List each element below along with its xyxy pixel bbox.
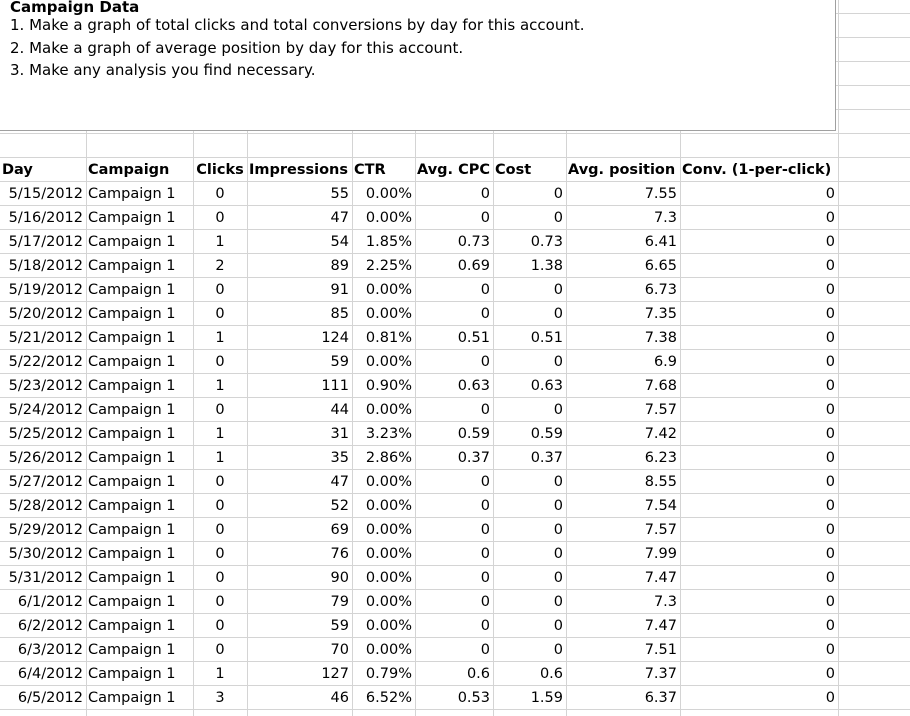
cell-conversions[interactable]: 0 bbox=[825, 546, 835, 562]
cell-avg-position[interactable]: 7.3 bbox=[653, 210, 677, 226]
header-day[interactable]: Day bbox=[2, 162, 33, 178]
cell-conversions[interactable]: 0 bbox=[825, 378, 835, 394]
cell-campaign[interactable]: Campaign 1 bbox=[88, 450, 176, 466]
cell-ctr[interactable]: 2.25% bbox=[365, 258, 412, 274]
cell-conversions[interactable]: 0 bbox=[825, 330, 835, 346]
cell-campaign[interactable]: Campaign 1 bbox=[88, 402, 176, 418]
cell-cost[interactable]: 0 bbox=[553, 474, 563, 490]
cell-impressions[interactable]: 59 bbox=[330, 354, 349, 370]
cell-impressions[interactable]: 55 bbox=[330, 186, 349, 202]
cell-impressions[interactable]: 124 bbox=[321, 330, 349, 346]
cell-cost[interactable]: 0.59 bbox=[530, 426, 563, 442]
cell-conversions[interactable]: 0 bbox=[825, 426, 835, 442]
cell-ctr[interactable]: 0.00% bbox=[365, 522, 412, 538]
cell-impressions[interactable]: 52 bbox=[330, 498, 349, 514]
cell-avg-position[interactable]: 7.47 bbox=[644, 618, 677, 634]
cell-impressions[interactable]: 70 bbox=[330, 642, 349, 658]
cell-day[interactable]: 6/5/2012 bbox=[17, 690, 83, 706]
textbox-title: Campaign Data bbox=[10, 0, 140, 16]
cell-conversions[interactable]: 0 bbox=[825, 282, 835, 298]
cell-avg-cpc[interactable]: 0.37 bbox=[457, 450, 490, 466]
cell-avg-position[interactable]: 7.54 bbox=[644, 498, 677, 514]
cell-day[interactable]: 6/4/2012 bbox=[17, 666, 83, 682]
cell-cost[interactable]: 0 bbox=[553, 282, 563, 298]
cell-cost[interactable]: 0 bbox=[553, 186, 563, 202]
cell-conversions[interactable]: 0 bbox=[825, 690, 835, 706]
cell-avg-cpc[interactable]: 0 bbox=[480, 474, 490, 490]
cell-day[interactable]: 5/17/2012 bbox=[8, 234, 83, 250]
cell-avg-cpc[interactable]: 0 bbox=[480, 522, 490, 538]
cell-avg-cpc[interactable]: 0.53 bbox=[457, 690, 490, 706]
cell-cost[interactable]: 0 bbox=[553, 618, 563, 634]
cell-avg-position[interactable]: 7.35 bbox=[644, 306, 677, 322]
cell-conversions[interactable]: 0 bbox=[825, 570, 835, 586]
cell-day[interactable]: 5/23/2012 bbox=[8, 378, 83, 394]
cell-impressions[interactable]: 79 bbox=[330, 594, 349, 610]
cell-cost[interactable]: 1.59 bbox=[530, 690, 563, 706]
cell-avg-position[interactable]: 6.37 bbox=[644, 690, 677, 706]
cell-campaign[interactable]: Campaign 1 bbox=[88, 498, 176, 514]
cell-cost[interactable]: 0 bbox=[553, 546, 563, 562]
cell-day[interactable]: 5/18/2012 bbox=[8, 258, 83, 274]
instruction-line-1: 1. Make a graph of total clicks and total conversions by day for this account. bbox=[10, 16, 585, 34]
cell-ctr[interactable]: 0.00% bbox=[365, 210, 412, 226]
cell-avg-position[interactable]: 6.23 bbox=[644, 450, 677, 466]
cell-ctr[interactable]: 0.79% bbox=[365, 666, 412, 682]
cell-avg-cpc[interactable]: 0.59 bbox=[457, 426, 490, 442]
cell-day[interactable]: 5/19/2012 bbox=[8, 282, 83, 298]
cell-ctr[interactable]: 0.00% bbox=[365, 282, 412, 298]
cell-conversions[interactable]: 0 bbox=[825, 186, 835, 202]
cell-ctr[interactable]: 0.00% bbox=[365, 306, 412, 322]
cell-avg-position[interactable]: 8.55 bbox=[644, 474, 677, 490]
cell-conversions[interactable]: 0 bbox=[825, 666, 835, 682]
cell-day[interactable]: 5/27/2012 bbox=[8, 474, 83, 490]
cell-campaign[interactable]: Campaign 1 bbox=[88, 666, 176, 682]
cell-cost[interactable]: 0 bbox=[553, 402, 563, 418]
cell-campaign[interactable]: Campaign 1 bbox=[88, 258, 176, 274]
cell-impressions[interactable]: 46 bbox=[330, 690, 349, 706]
cell-impressions[interactable]: 31 bbox=[330, 426, 349, 442]
cell-day[interactable]: 6/2/2012 bbox=[17, 618, 83, 634]
cell-conversions[interactable]: 0 bbox=[825, 618, 835, 634]
cell-impressions[interactable]: 54 bbox=[330, 234, 349, 250]
cell-impressions[interactable]: 90 bbox=[330, 570, 349, 586]
cell-clicks[interactable]: 0 bbox=[215, 546, 225, 562]
cell-avg-cpc[interactable]: 0 bbox=[480, 618, 490, 634]
cell-cost[interactable]: 0 bbox=[553, 354, 563, 370]
cell-avg-cpc[interactable]: 0 bbox=[480, 498, 490, 514]
cell-ctr[interactable]: 0.00% bbox=[365, 186, 412, 202]
cell-avg-position[interactable]: 7.37 bbox=[644, 666, 677, 682]
cell-campaign[interactable]: Campaign 1 bbox=[88, 186, 176, 202]
cell-cost[interactable]: 0 bbox=[553, 570, 563, 586]
cell-ctr[interactable]: 0.00% bbox=[365, 594, 412, 610]
cell-campaign[interactable]: Campaign 1 bbox=[88, 522, 176, 538]
cell-campaign[interactable]: Campaign 1 bbox=[88, 474, 176, 490]
cell-campaign[interactable]: Campaign 1 bbox=[88, 690, 176, 706]
grid-col-line bbox=[838, 0, 839, 716]
instruction-line-2: 2. Make a graph of average position by day for this account. bbox=[10, 38, 464, 57]
cell-clicks[interactable]: 2 bbox=[215, 258, 225, 274]
cell-avg-position[interactable]: 7.38 bbox=[644, 330, 677, 346]
cell-clicks[interactable]: 0 bbox=[215, 498, 225, 514]
cell-impressions[interactable]: 76 bbox=[330, 546, 349, 562]
header-campaign[interactable]: Campaign bbox=[88, 162, 170, 178]
cell-ctr[interactable]: 2.86% bbox=[365, 450, 412, 466]
cell-clicks[interactable]: 0 bbox=[215, 642, 225, 658]
cell-clicks[interactable]: 0 bbox=[215, 618, 225, 634]
cell-clicks[interactable]: 0 bbox=[215, 570, 225, 586]
cell-conversions[interactable]: 0 bbox=[825, 594, 835, 610]
cell-avg-cpc[interactable]: 0 bbox=[480, 642, 490, 658]
cell-campaign[interactable]: Campaign 1 bbox=[88, 306, 176, 322]
cell-conversions[interactable]: 0 bbox=[825, 306, 835, 322]
cell-clicks[interactable]: 3 bbox=[215, 690, 225, 706]
cell-impressions[interactable]: 47 bbox=[330, 210, 349, 226]
header-conversions[interactable]: Conv. (1-per-click) bbox=[682, 162, 832, 178]
cell-avg-cpc[interactable]: 0.69 bbox=[457, 258, 490, 274]
cell-cost[interactable]: 0 bbox=[553, 498, 563, 514]
cell-clicks[interactable]: 1 bbox=[215, 378, 225, 394]
cell-day[interactable]: 5/21/2012 bbox=[8, 330, 83, 346]
cell-clicks[interactable]: 0 bbox=[215, 402, 225, 418]
cell-ctr[interactable]: 1.85% bbox=[365, 234, 412, 250]
cell-avg-cpc[interactable]: 0.73 bbox=[457, 234, 490, 250]
cell-conversions[interactable]: 0 bbox=[825, 642, 835, 658]
cell-day[interactable]: 6/1/2012 bbox=[17, 594, 83, 610]
cell-avg-cpc[interactable]: 0 bbox=[480, 282, 490, 298]
cell-campaign[interactable]: Campaign 1 bbox=[88, 570, 176, 586]
cell-cost[interactable]: 0.6 bbox=[539, 666, 563, 682]
cell-ctr[interactable]: 0.90% bbox=[365, 378, 412, 394]
cell-campaign[interactable]: Campaign 1 bbox=[88, 330, 176, 346]
cell-avg-position[interactable]: 6.41 bbox=[644, 234, 677, 250]
cell-avg-position[interactable]: 7.55 bbox=[644, 186, 677, 202]
cell-cost[interactable]: 0 bbox=[553, 522, 563, 538]
cell-ctr[interactable]: 0.00% bbox=[365, 498, 412, 514]
cell-cost[interactable]: 0.37 bbox=[530, 450, 563, 466]
header-avg-cpc[interactable]: Avg. CPC bbox=[417, 162, 491, 178]
cell-avg-cpc[interactable]: 0.51 bbox=[457, 330, 490, 346]
cell-campaign[interactable]: Campaign 1 bbox=[88, 426, 176, 442]
header-clicks[interactable]: Clicks bbox=[196, 162, 244, 178]
cell-day[interactable]: 5/31/2012 bbox=[8, 570, 83, 586]
cell-day[interactable]: 5/16/2012 bbox=[8, 210, 83, 226]
cell-ctr[interactable]: 0.00% bbox=[365, 642, 412, 658]
cell-day[interactable]: 5/30/2012 bbox=[8, 546, 83, 562]
cell-avg-position[interactable]: 7.57 bbox=[644, 402, 677, 418]
cell-avg-position[interactable]: 7.57 bbox=[644, 522, 677, 538]
cell-impressions[interactable]: 89 bbox=[330, 258, 349, 274]
cell-conversions[interactable]: 0 bbox=[825, 210, 835, 226]
cell-clicks[interactable]: 0 bbox=[215, 354, 225, 370]
cell-avg-cpc[interactable]: 0 bbox=[480, 402, 490, 418]
cell-avg-position[interactable]: 7.68 bbox=[644, 378, 677, 394]
cell-day[interactable]: 5/28/2012 bbox=[8, 498, 83, 514]
cell-avg-cpc[interactable]: 0 bbox=[480, 186, 490, 202]
cell-day[interactable]: 5/24/2012 bbox=[8, 402, 83, 418]
cell-day[interactable]: 5/22/2012 bbox=[8, 354, 83, 370]
cell-avg-cpc[interactable]: 0 bbox=[480, 210, 490, 226]
cell-avg-cpc[interactable]: 0 bbox=[480, 354, 490, 370]
cell-ctr[interactable]: 3.23% bbox=[365, 426, 412, 442]
cell-conversions[interactable]: 0 bbox=[825, 450, 835, 466]
cell-avg-cpc[interactable]: 0 bbox=[480, 546, 490, 562]
cell-day[interactable]: 6/3/2012 bbox=[17, 642, 83, 658]
cell-impressions[interactable]: 91 bbox=[330, 282, 349, 298]
cell-impressions[interactable]: 47 bbox=[330, 474, 349, 490]
instruction-line-3: 3. Make any analysis you find necessary. bbox=[10, 61, 316, 79]
cell-clicks[interactable]: 1 bbox=[215, 426, 225, 442]
cell-impressions[interactable]: 44 bbox=[330, 402, 349, 418]
header-cost[interactable]: Cost bbox=[495, 162, 532, 178]
cell-campaign[interactable]: Campaign 1 bbox=[88, 282, 176, 298]
cell-avg-position[interactable]: 7.51 bbox=[644, 642, 677, 658]
cell-avg-cpc[interactable]: 0 bbox=[480, 594, 490, 610]
cell-conversions[interactable]: 0 bbox=[825, 498, 835, 514]
cell-avg-position[interactable]: 7.47 bbox=[644, 570, 677, 586]
cell-clicks[interactable]: 0 bbox=[215, 474, 225, 490]
cell-ctr[interactable]: 0.00% bbox=[365, 618, 412, 634]
cell-clicks[interactable]: 1 bbox=[215, 330, 225, 346]
cell-avg-cpc[interactable]: 0.63 bbox=[457, 378, 490, 394]
cell-impressions[interactable]: 127 bbox=[321, 666, 349, 682]
cell-ctr[interactable]: 0.00% bbox=[365, 546, 412, 562]
cell-cost[interactable]: 1.38 bbox=[530, 258, 563, 274]
cell-impressions[interactable]: 59 bbox=[330, 618, 349, 634]
cell-cost[interactable]: 0 bbox=[553, 210, 563, 226]
campaign-instructions-textbox[interactable] bbox=[0, 0, 836, 131]
cell-clicks[interactable]: 1 bbox=[215, 450, 225, 466]
cell-day[interactable]: 5/26/2012 bbox=[8, 450, 83, 466]
cell-day[interactable]: 5/25/2012 bbox=[8, 426, 83, 442]
cell-avg-cpc[interactable]: 0.6 bbox=[466, 666, 490, 682]
cell-clicks[interactable]: 0 bbox=[215, 522, 225, 538]
cell-cost[interactable]: 0 bbox=[553, 306, 563, 322]
cell-clicks[interactable]: 0 bbox=[215, 282, 225, 298]
cell-ctr[interactable]: 0.81% bbox=[365, 330, 412, 346]
cell-ctr[interactable]: 0.00% bbox=[365, 354, 412, 370]
cell-avg-position[interactable]: 7.99 bbox=[644, 546, 677, 562]
cell-cost[interactable]: 0.51 bbox=[530, 330, 563, 346]
cell-clicks[interactable]: 0 bbox=[215, 186, 225, 202]
cell-avg-position[interactable]: 7.3 bbox=[653, 594, 677, 610]
cell-clicks[interactable]: 0 bbox=[215, 306, 225, 322]
cell-campaign[interactable]: Campaign 1 bbox=[88, 378, 176, 394]
cell-campaign[interactable]: Campaign 1 bbox=[88, 546, 176, 562]
header-avg-position[interactable]: Avg. position bbox=[568, 162, 676, 178]
cell-cost[interactable]: 0 bbox=[553, 642, 563, 658]
cell-ctr[interactable]: 0.00% bbox=[365, 402, 412, 418]
cell-conversions[interactable]: 0 bbox=[825, 258, 835, 274]
cell-clicks[interactable]: 1 bbox=[215, 666, 225, 682]
cell-conversions[interactable]: 0 bbox=[825, 234, 835, 250]
cell-campaign[interactable]: Campaign 1 bbox=[88, 594, 176, 610]
cell-campaign[interactable]: Campaign 1 bbox=[88, 618, 176, 634]
cell-cost[interactable]: 0.73 bbox=[530, 234, 563, 250]
cell-conversions[interactable]: 0 bbox=[825, 354, 835, 370]
cell-conversions[interactable]: 0 bbox=[825, 522, 835, 538]
cell-impressions[interactable]: 85 bbox=[330, 306, 349, 322]
header-impressions[interactable]: Impressions bbox=[249, 162, 349, 178]
cell-ctr[interactable]: 6.52% bbox=[365, 690, 412, 706]
cell-ctr[interactable]: 0.00% bbox=[365, 570, 412, 586]
cell-conversions[interactable]: 0 bbox=[825, 402, 835, 418]
cell-avg-position[interactable]: 6.65 bbox=[644, 258, 677, 274]
cell-impressions[interactable]: 35 bbox=[330, 450, 349, 466]
header-ctr[interactable]: CTR bbox=[354, 162, 386, 178]
cell-cost[interactable]: 0 bbox=[553, 594, 563, 610]
cell-avg-cpc[interactable]: 0 bbox=[480, 306, 490, 322]
cell-clicks[interactable]: 0 bbox=[215, 594, 225, 610]
cell-avg-cpc[interactable]: 0 bbox=[480, 570, 490, 586]
cell-avg-position[interactable]: 6.73 bbox=[644, 282, 677, 298]
cell-day[interactable]: 5/20/2012 bbox=[8, 306, 83, 322]
cell-impressions[interactable]: 111 bbox=[321, 378, 349, 394]
cell-campaign[interactable]: Campaign 1 bbox=[88, 234, 176, 250]
cell-conversions[interactable]: 0 bbox=[825, 474, 835, 490]
cell-day[interactable]: 5/15/2012 bbox=[8, 186, 83, 202]
cell-avg-position[interactable]: 6.9 bbox=[653, 354, 677, 370]
cell-ctr[interactable]: 0.00% bbox=[365, 474, 412, 490]
cell-campaign[interactable]: Campaign 1 bbox=[88, 354, 176, 370]
cell-impressions[interactable]: 69 bbox=[330, 522, 349, 538]
cell-campaign[interactable]: Campaign 1 bbox=[88, 642, 176, 658]
cell-day[interactable]: 5/29/2012 bbox=[8, 522, 83, 538]
cell-clicks[interactable]: 0 bbox=[215, 210, 225, 226]
cell-cost[interactable]: 0.63 bbox=[530, 378, 563, 394]
cell-campaign[interactable]: Campaign 1 bbox=[88, 210, 176, 226]
grid-row-line bbox=[0, 133, 910, 134]
cell-clicks[interactable]: 1 bbox=[215, 234, 225, 250]
cell-avg-position[interactable]: 7.42 bbox=[644, 426, 677, 442]
